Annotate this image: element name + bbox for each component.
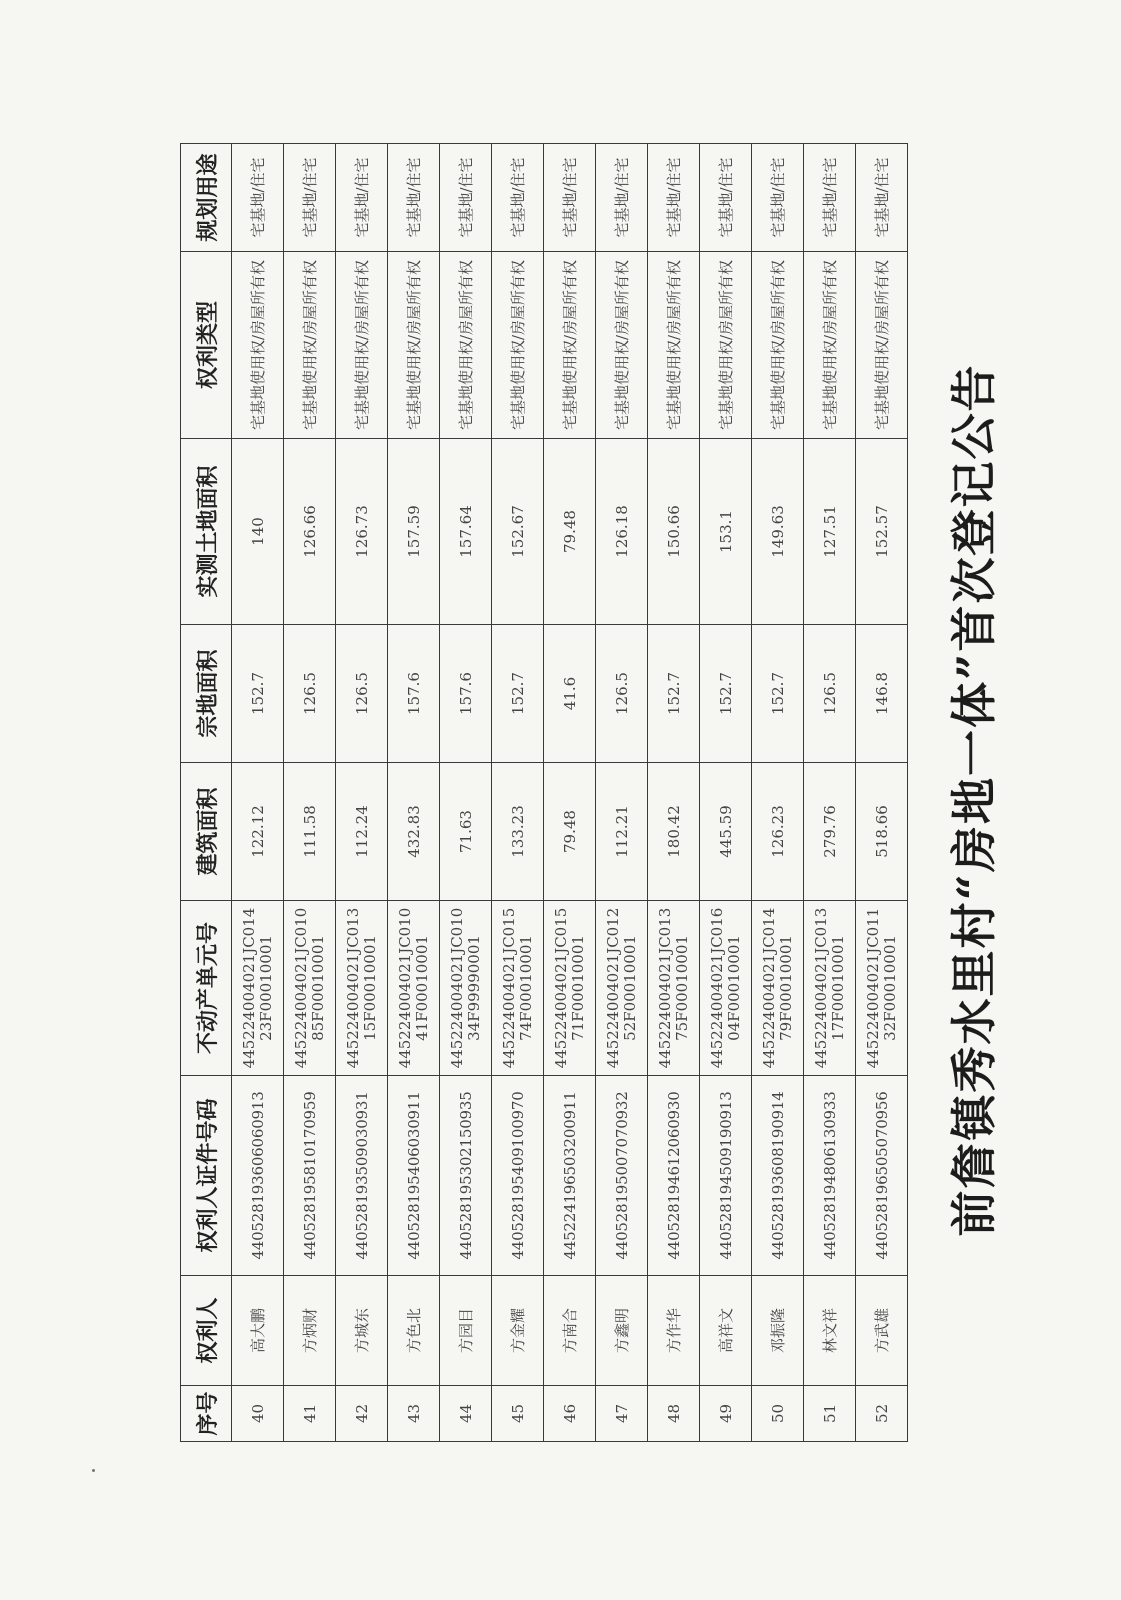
planned-use: 宅基地/住宅 [284, 144, 336, 252]
building-area: 180.42 [648, 763, 700, 901]
building-area: 133.23 [492, 763, 544, 901]
owner-name: 方金耀 [492, 1276, 544, 1386]
header-cell: 权利类型 [181, 252, 232, 439]
parcel-area: 152.7 [700, 625, 752, 763]
measured-land-area: 152.57 [856, 439, 908, 625]
right-type: 宅基地使用权/房屋所有权 [596, 252, 648, 439]
property-unit-number: 445224004021JC01317F00010001 [804, 901, 856, 1076]
page-title: 前詹镇秀水里村“房地一体”首次登记公告 [947, 363, 1001, 1237]
owner-id-number: 445224196503200911 [544, 1076, 596, 1276]
property-unit-number: 445224004021JC01479F00010001 [752, 901, 804, 1076]
owner-name: 方色北 [388, 1276, 440, 1386]
planned-use: 宅基地/住宅 [544, 144, 596, 252]
property-unit-number: 445224004021JC01375F00010001 [648, 901, 700, 1076]
planned-use: 宅基地/住宅 [856, 144, 908, 252]
property-unit-number: 445224004021JC01604F00010001 [700, 901, 752, 1076]
owner-name: 方城东 [336, 1276, 388, 1386]
right-type: 宅基地使用权/房屋所有权 [284, 252, 336, 439]
parcel-area: 146.8 [856, 625, 908, 763]
row-number: 42 [336, 1386, 388, 1442]
building-area: 279.76 [804, 763, 856, 901]
right-type: 宅基地使用权/房屋所有权 [544, 252, 596, 439]
header-cell: 不动产单元号 [181, 901, 232, 1076]
planned-use: 宅基地/住宅 [648, 144, 700, 252]
registration-table [180, 143, 908, 1442]
right-type: 宅基地使用权/房屋所有权 [804, 252, 856, 439]
table-row [284, 144, 336, 1442]
row-number: 47 [596, 1386, 648, 1442]
row-number: 52 [856, 1386, 908, 1442]
owner-id-number: 440528195810170959 [284, 1076, 336, 1276]
header-cell: 序号 [181, 1386, 232, 1442]
header-cell: 宗地面积 [181, 625, 232, 763]
table-row [596, 144, 648, 1442]
parcel-area: 157.6 [388, 625, 440, 763]
parcel-area: 41.6 [544, 625, 596, 763]
building-area: 126.23 [752, 763, 804, 901]
owner-id-number: 440528195406030911 [388, 1076, 440, 1276]
parcel-area: 152.7 [232, 625, 284, 763]
planned-use: 宅基地/住宅 [752, 144, 804, 252]
measured-land-area: 150.66 [648, 439, 700, 625]
row-number: 48 [648, 1386, 700, 1442]
property-unit-number: 445224004021JC01423F00010001 [232, 901, 284, 1076]
measured-land-area: 149.63 [752, 439, 804, 625]
property-unit-number: 445224004021JC01571F00010001 [544, 901, 596, 1076]
property-unit-number: 445224004021JC01085F00010001 [284, 901, 336, 1076]
owner-id-number: 440528193608190914 [752, 1076, 804, 1276]
property-unit-number: 445224004021JC01132F00010001 [856, 901, 908, 1076]
right-type: 宅基地使用权/房屋所有权 [492, 252, 544, 439]
measured-land-area: 126.66 [284, 439, 336, 625]
parcel-area: 126.5 [284, 625, 336, 763]
planned-use: 宅基地/住宅 [804, 144, 856, 252]
table-row [856, 144, 908, 1442]
right-type: 宅基地使用权/房屋所有权 [648, 252, 700, 439]
right-type: 宅基地使用权/房屋所有权 [336, 252, 388, 439]
row-number: 43 [388, 1386, 440, 1442]
owner-id-number: 440528195007070932 [596, 1076, 648, 1276]
table-row [440, 144, 492, 1442]
measured-land-area: 126.18 [596, 439, 648, 625]
property-unit-number: 445224004021JC01034F99990001 [440, 901, 492, 1076]
measured-land-area: 127.51 [804, 439, 856, 625]
measured-land-area: 126.73 [336, 439, 388, 625]
owner-name: 方武雄 [856, 1276, 908, 1386]
row-number: 49 [700, 1386, 752, 1442]
building-area: 79.48 [544, 763, 596, 901]
right-type: 宅基地使用权/房屋所有权 [700, 252, 752, 439]
building-area: 111.58 [284, 763, 336, 901]
owner-name: 邓振隆 [752, 1276, 804, 1386]
right-type: 宅基地使用权/房屋所有权 [232, 252, 284, 439]
header-cell: 权利人 [181, 1276, 232, 1386]
table-row [492, 144, 544, 1442]
measured-land-area: 140 [232, 439, 284, 625]
measured-land-area: 79.48 [544, 439, 596, 625]
table-row [804, 144, 856, 1442]
parcel-area: 152.7 [752, 625, 804, 763]
parcel-area: 126.5 [596, 625, 648, 763]
measured-land-area: 157.64 [440, 439, 492, 625]
row-number: 44 [440, 1386, 492, 1442]
owner-name: 林文祥 [804, 1276, 856, 1386]
building-area: 112.24 [336, 763, 388, 901]
property-unit-number: 445224004021JC01574F00010001 [492, 901, 544, 1076]
parcel-area: 126.5 [336, 625, 388, 763]
building-area: 122.12 [232, 763, 284, 901]
planned-use: 宅基地/住宅 [388, 144, 440, 252]
owner-name: 方南合 [544, 1276, 596, 1386]
row-number: 46 [544, 1386, 596, 1442]
owner-name: 方炳财 [284, 1276, 336, 1386]
parcel-area: 157.6 [440, 625, 492, 763]
right-type: 宅基地使用权/房屋所有权 [856, 252, 908, 439]
table-row [700, 144, 752, 1442]
owner-id-number: 440528194612060930 [648, 1076, 700, 1276]
row-number: 50 [752, 1386, 804, 1442]
header-cell: 实测土地面积 [181, 439, 232, 625]
owner-id-number: 440528195302150935 [440, 1076, 492, 1276]
building-area: 71.63 [440, 763, 492, 901]
table-header-row [181, 144, 232, 1442]
planned-use: 宅基地/住宅 [596, 144, 648, 252]
measured-land-area: 157.59 [388, 439, 440, 625]
owner-id-number: 440528195409100970 [492, 1076, 544, 1276]
table-row [388, 144, 440, 1442]
property-unit-number: 445224004021JC01252F00010001 [596, 901, 648, 1076]
planned-use: 宅基地/住宅 [336, 144, 388, 252]
header-cell: 建筑面积 [181, 763, 232, 901]
planned-use: 宅基地/住宅 [492, 144, 544, 252]
owner-name: 方鑫明 [596, 1276, 648, 1386]
property-unit-number: 445224004021JC01041F00010001 [388, 901, 440, 1076]
owner-id-number: 440528193509030931 [336, 1076, 388, 1276]
row-number: 41 [284, 1386, 336, 1442]
table-row [232, 144, 284, 1442]
planned-use: 宅基地/住宅 [440, 144, 492, 252]
table-row [648, 144, 700, 1442]
measured-land-area: 152.67 [492, 439, 544, 625]
measured-land-area: 153.1 [700, 439, 752, 625]
row-number: 45 [492, 1386, 544, 1442]
building-area: 112.21 [596, 763, 648, 901]
planned-use: 宅基地/住宅 [700, 144, 752, 252]
right-type: 宅基地使用权/房屋所有权 [440, 252, 492, 439]
parcel-area: 152.7 [492, 625, 544, 763]
table-row [336, 144, 388, 1442]
table-row [752, 144, 804, 1442]
owner-id-number: 440528194509190913 [700, 1076, 752, 1276]
header-cell: 权利人证件号码 [181, 1076, 232, 1276]
row-number: 51 [804, 1386, 856, 1442]
property-unit-number: 445224004021JC01315F00010001 [336, 901, 388, 1076]
owner-name: 方园目 [440, 1276, 492, 1386]
right-type: 宅基地使用权/房屋所有权 [752, 252, 804, 439]
right-type: 宅基地使用权/房屋所有权 [388, 252, 440, 439]
owner-id-number: 440528193606060913 [232, 1076, 284, 1276]
owner-id-number: 440528196505070956 [856, 1076, 908, 1276]
table-row [544, 144, 596, 1442]
owner-name: 高祥文 [700, 1276, 752, 1386]
building-area: 432.83 [388, 763, 440, 901]
scan-speck [92, 1469, 95, 1472]
row-number: 40 [232, 1386, 284, 1442]
parcel-area: 152.7 [648, 625, 700, 763]
planned-use: 宅基地/住宅 [232, 144, 284, 252]
header-cell: 规划用途 [181, 144, 232, 252]
building-area: 445.59 [700, 763, 752, 901]
parcel-area: 126.5 [804, 625, 856, 763]
building-area: 518.66 [856, 763, 908, 901]
owner-id-number: 440528194806130933 [804, 1076, 856, 1276]
owner-name: 高大鹏 [232, 1276, 284, 1386]
owner-name: 方作华 [648, 1276, 700, 1386]
